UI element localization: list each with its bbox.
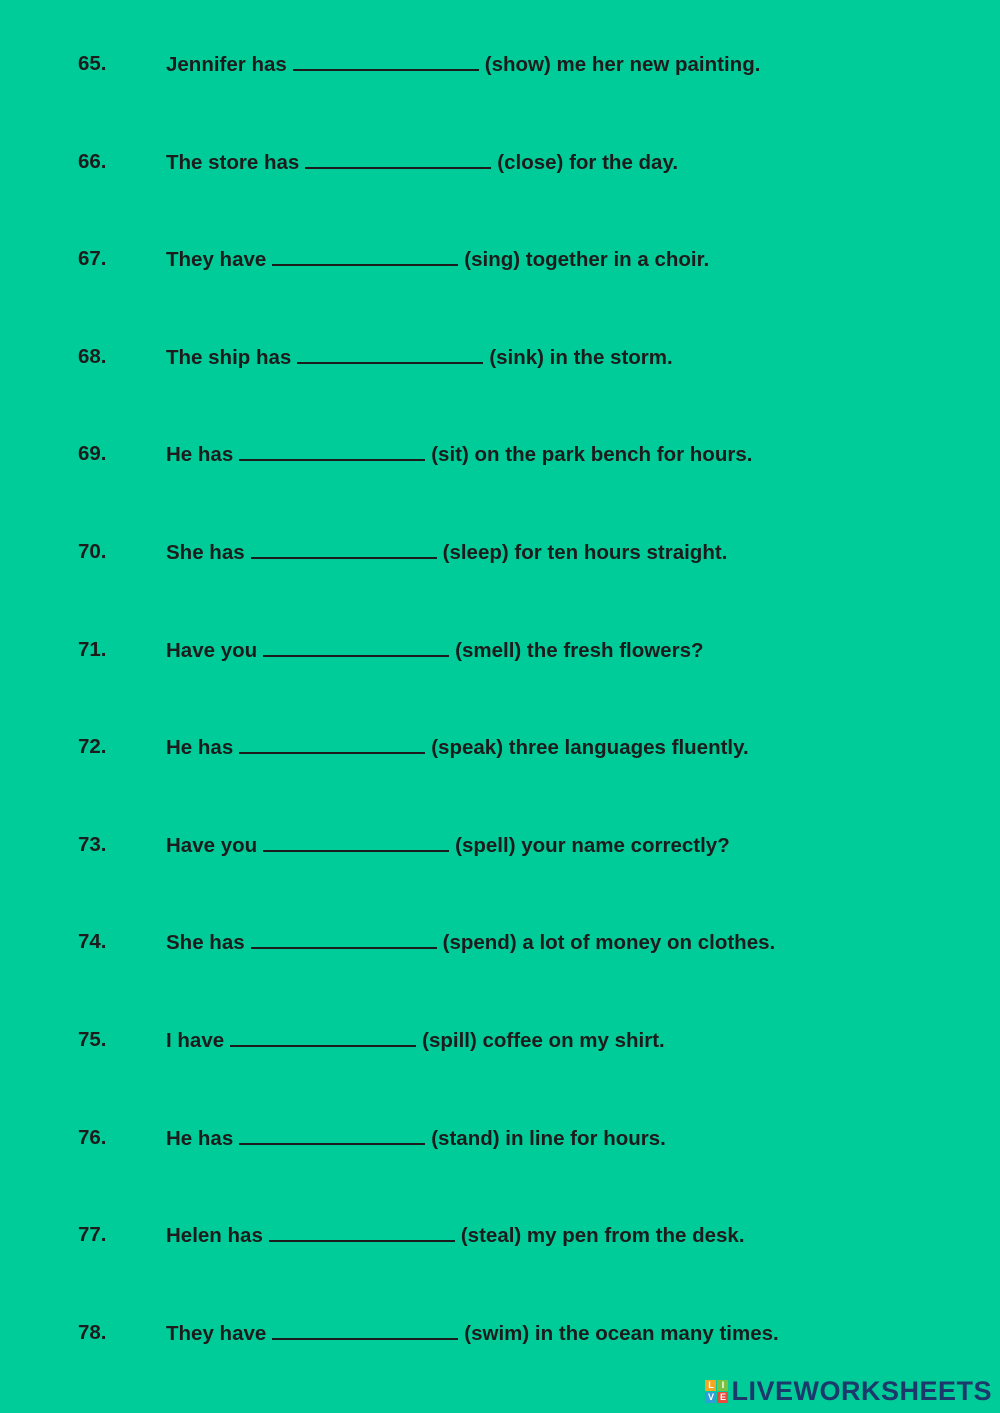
item-number: 66. bbox=[78, 149, 107, 173]
item-sentence bbox=[166, 439, 752, 470]
answer-blank[interactable] bbox=[251, 927, 437, 949]
item-number: 76. bbox=[78, 1125, 107, 1149]
exercise-item bbox=[0, 1123, 1000, 1153]
answer-blank[interactable] bbox=[251, 537, 437, 559]
answer-blank[interactable] bbox=[239, 732, 425, 754]
sentence-start: He has bbox=[166, 443, 234, 467]
item-sentence bbox=[166, 635, 704, 666]
sentence-start: The ship has bbox=[166, 345, 292, 369]
exercise-item bbox=[0, 1025, 1000, 1055]
item-sentence bbox=[166, 927, 775, 958]
sentence-start: The store has bbox=[166, 150, 300, 174]
item-sentence bbox=[166, 1123, 666, 1154]
exercise-item bbox=[0, 830, 1000, 860]
answer-blank[interactable] bbox=[239, 439, 425, 461]
answer-blank[interactable] bbox=[272, 244, 458, 266]
sentence-end: (show) me her new painting. bbox=[484, 53, 761, 76]
answer-blank[interactable] bbox=[269, 1220, 455, 1242]
answer-blank[interactable] bbox=[305, 147, 491, 169]
item-number: 70. bbox=[78, 540, 107, 563]
sentence-start: He has bbox=[166, 736, 234, 760]
sentence-end: (sing) together in a choir. bbox=[464, 248, 710, 272]
sentence-end: (speak) three languages fluently. bbox=[431, 736, 749, 760]
answer-blank[interactable] bbox=[230, 1025, 416, 1047]
item-sentence bbox=[166, 830, 730, 861]
sentence-start: Jennifer has bbox=[166, 53, 287, 76]
sentence-start: Have you bbox=[166, 638, 258, 662]
answer-blank[interactable] bbox=[272, 1318, 458, 1340]
logo-tile: V bbox=[705, 1392, 716, 1403]
item-sentence bbox=[166, 537, 727, 568]
sentence-end: (stand) in line for hours. bbox=[431, 1126, 666, 1150]
logo-tile: E bbox=[717, 1392, 728, 1403]
exercise-item bbox=[0, 439, 1000, 469]
logo-tile: L bbox=[705, 1380, 716, 1391]
logo-tile: I bbox=[717, 1380, 728, 1391]
sentence-end: (spell) your name correctly? bbox=[455, 833, 730, 857]
liveworksheets-logo bbox=[705, 1376, 992, 1407]
sentence-start: She has bbox=[166, 931, 245, 955]
exercise-item bbox=[0, 635, 1000, 665]
item-sentence bbox=[166, 244, 709, 275]
item-number: 78. bbox=[78, 1320, 107, 1344]
sentence-end: (sink) in the storm. bbox=[489, 345, 673, 369]
sentence-end: (sleep) for ten hours straight. bbox=[442, 541, 728, 564]
item-number: 74. bbox=[78, 930, 107, 954]
item-number: 69. bbox=[78, 442, 107, 466]
item-sentence bbox=[166, 1025, 665, 1056]
sentence-start: She has bbox=[166, 541, 245, 564]
exercise-item bbox=[0, 1318, 1000, 1348]
item-number: 68. bbox=[78, 344, 107, 368]
answer-blank[interactable] bbox=[239, 1123, 425, 1145]
answer-blank[interactable] bbox=[263, 830, 449, 852]
sentence-end: (smell) the fresh flowers? bbox=[455, 638, 704, 662]
item-number: 77. bbox=[78, 1223, 107, 1247]
item-sentence bbox=[166, 49, 760, 80]
sentence-start: I have bbox=[166, 1029, 225, 1052]
item-number: 75. bbox=[78, 1028, 107, 1051]
answer-blank[interactable] bbox=[293, 49, 479, 71]
exercise-item bbox=[0, 927, 1000, 957]
sentence-start: Helen has bbox=[166, 1224, 263, 1248]
sentence-start: They have bbox=[166, 248, 267, 272]
exercise-item bbox=[0, 1220, 1000, 1250]
item-sentence bbox=[166, 147, 678, 178]
sentence-start: Have you bbox=[166, 833, 258, 857]
sentence-start: They have bbox=[166, 1321, 267, 1345]
item-sentence bbox=[166, 1220, 745, 1251]
logo-tiles-icon bbox=[705, 1380, 728, 1403]
exercise-item bbox=[0, 342, 1000, 372]
item-number: 73. bbox=[78, 832, 107, 856]
sentence-end: (swim) in the ocean many times. bbox=[464, 1321, 779, 1345]
exercise-item bbox=[0, 732, 1000, 762]
logo-text: LIVEWORKSHEETS bbox=[731, 1376, 992, 1406]
item-sentence bbox=[166, 732, 749, 763]
answer-blank[interactable] bbox=[263, 635, 449, 657]
item-number: 65. bbox=[78, 52, 107, 75]
sentence-end: (spend) a lot of money on clothes. bbox=[442, 931, 776, 955]
exercise-item bbox=[0, 537, 1000, 567]
exercise-item bbox=[0, 49, 1000, 79]
item-number: 71. bbox=[78, 637, 107, 661]
sentence-end: (steal) my pen from the desk. bbox=[460, 1224, 745, 1248]
exercise-item bbox=[0, 244, 1000, 274]
item-number: 72. bbox=[78, 735, 107, 759]
item-sentence bbox=[166, 1318, 779, 1349]
item-sentence bbox=[166, 342, 673, 373]
exercise-item bbox=[0, 147, 1000, 177]
sentence-end: (close) for the day. bbox=[497, 150, 679, 174]
sentence-end: (sit) on the park bench for hours. bbox=[431, 443, 753, 467]
answer-blank[interactable] bbox=[297, 342, 483, 364]
item-number: 67. bbox=[78, 247, 107, 271]
sentence-start: He has bbox=[166, 1126, 234, 1150]
sentence-end: (spill) coffee on my shirt. bbox=[422, 1029, 665, 1052]
